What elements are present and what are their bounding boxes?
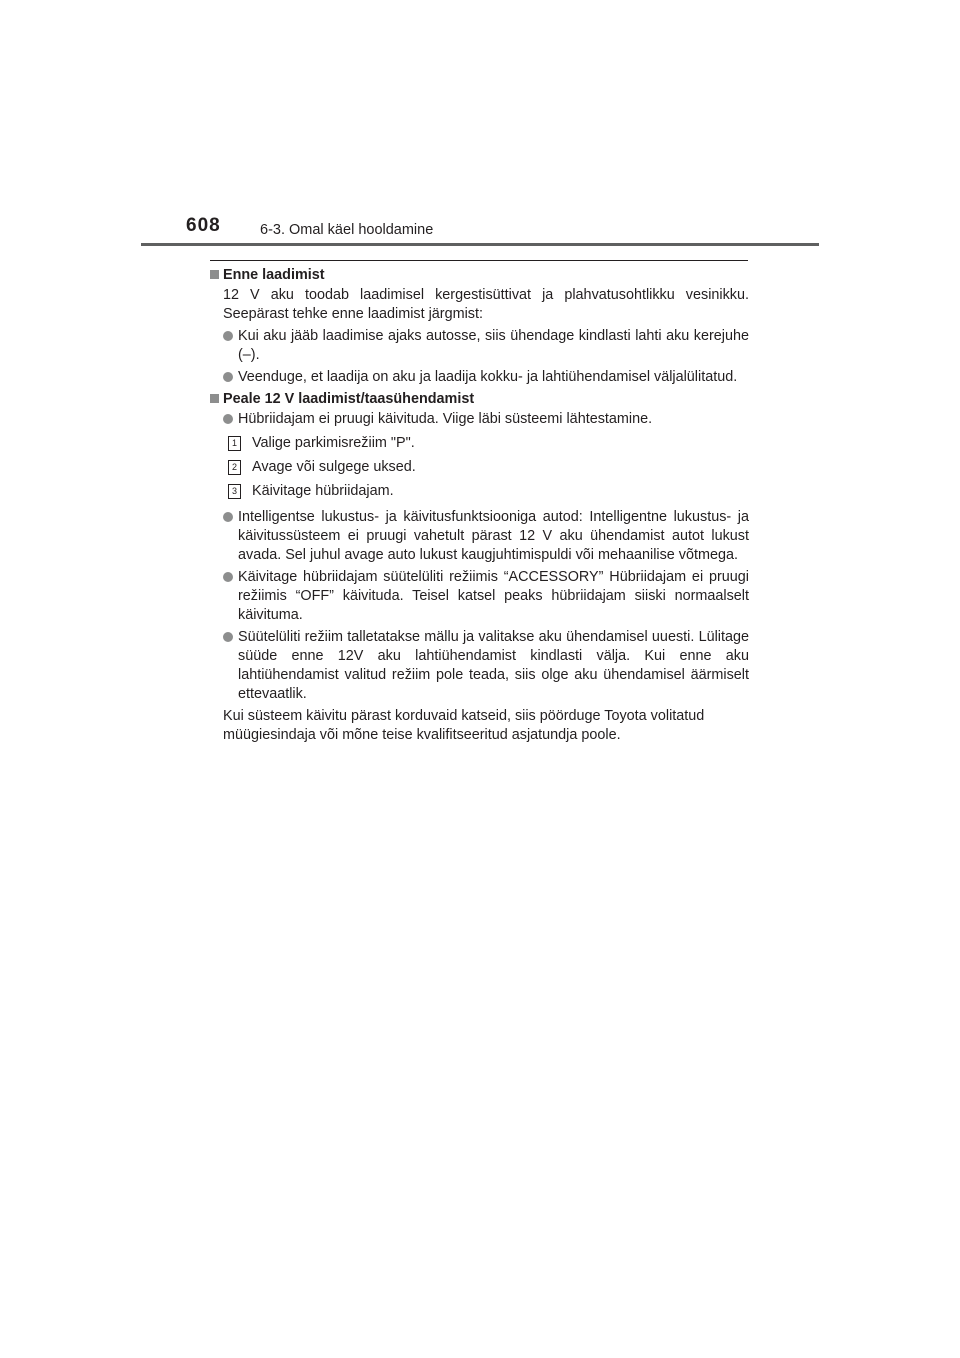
round-bullet-icon xyxy=(223,414,233,424)
list-item-text: Käivitage hübriidajam süütelüliti režiimis “ACCESSORY” Hübriidajam ei pruugi režiimis “OFF” käivituda. Teisel katsel peaks hübriidajam siiski normaalselt käivituma. xyxy=(238,569,749,623)
heading-after-charging xyxy=(210,390,749,409)
step-text: Avage või sulgege uksed. xyxy=(252,459,416,475)
step-item xyxy=(228,458,749,477)
header-rule xyxy=(141,243,819,246)
square-bullet-icon xyxy=(210,270,219,279)
step-text: Käivitage hübriidajam. xyxy=(252,483,394,499)
step-text: Valige parkimisrežiim "P". xyxy=(252,435,415,451)
heading-before-charging xyxy=(210,266,749,285)
heading-text: Enne laadimist xyxy=(223,267,325,283)
list-item-text: Hübriidajam ei pruugi käivituda. Viige läbi süsteemi lähtestamine. xyxy=(238,411,653,427)
page-number: 608 xyxy=(186,215,221,236)
step-number-box: 2 xyxy=(228,460,241,475)
section-title: 6-3. Omal käel hooldamine xyxy=(260,222,434,238)
list-item-text: Veenduge, et laadija on aku ja laadija kokku- ja lahtiühendamisel väljalülitatud. xyxy=(238,369,738,385)
round-bullet-icon xyxy=(223,512,233,522)
intro-paragraph: 12 V aku toodab laadimisel kergestisüttivat ja plahvatusohtlikku vesinikku. Seepärast tehke enne laadimist järgmist: xyxy=(223,287,749,322)
list-item-text: Intelligentse lukustus- ja käivitusfunktsiooniga autod: Intelligentne lukustus- ja käivitussüsteem ei pruugi vahetult pärast 12 V aku ühendamist autot lukust avada. Sel juhul avage auto lukust kaugjuhtimispuldi või mehaanilise võtmega. xyxy=(238,509,749,563)
step-number-box: 1 xyxy=(228,436,241,451)
heading-text: Peale 12 V laadimist/taasühendamist xyxy=(223,391,475,407)
content-body xyxy=(210,266,749,745)
square-bullet-icon xyxy=(210,394,219,403)
list-item xyxy=(223,327,749,365)
list-item xyxy=(223,410,749,429)
list-item xyxy=(223,508,749,565)
step-item xyxy=(228,482,749,501)
list-item xyxy=(223,628,749,704)
list-item-text: Süütelüliti režiim talletatakse mällu ja valitakse aku ühendamisel uuesti. Lülitage süüde enne 12V aku lahtiühendamist kindlasti välja. Kui enne aku lahtiühendamist valitud režiim pole teada, siis olge aku ühendamisel äärmiselt ettevaatlik. xyxy=(238,629,749,702)
list-item-text: Kui aku jääb laadimise ajaks autosse, siis ühendage kindlasti lahti aku kerejuhe (–). xyxy=(238,328,749,363)
round-bullet-icon xyxy=(223,331,233,341)
round-bullet-icon xyxy=(223,632,233,642)
round-bullet-icon xyxy=(223,372,233,382)
round-bullet-icon xyxy=(223,572,233,582)
list-item xyxy=(223,368,749,387)
closing-paragraph: Kui süsteem käivitu pärast korduvaid katseid, siis pöörduge Toyota volitatud müügiesindaja või mõne teise kvalifitseeritud asjatundja poole. xyxy=(223,708,705,743)
step-item xyxy=(228,434,749,453)
content-rule xyxy=(210,260,748,261)
step-number-box: 3 xyxy=(228,484,241,499)
list-item xyxy=(223,568,749,625)
